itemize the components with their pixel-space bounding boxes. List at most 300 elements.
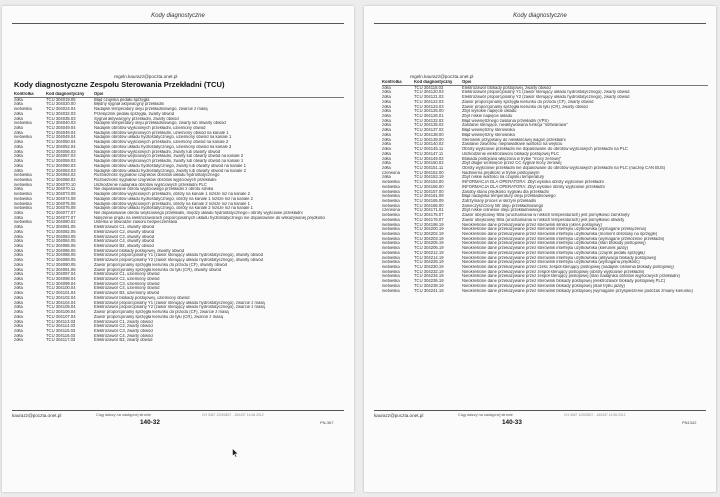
diagnostic-code-cell: TCU 304098.04 — [46, 277, 76, 282]
indicator-color-cell: żółta — [14, 159, 23, 164]
diagnostic-code-cell: TCU 304145.11 — [414, 147, 444, 152]
diagnostic-code-cell: TCU 304085.05 — [46, 244, 76, 248]
diagnostic-code-cell: TCU 304073.08 — [46, 192, 76, 197]
diagnostic-code-cell: TCU 304198.19 — [414, 222, 444, 227]
indicator-color-cell: żółta — [14, 248, 23, 253]
description-cell: Błąd wewnętrzny sterownika — [462, 128, 515, 133]
description-cell: Nieokreślone dane przekazywane przez sterownik interfejsu użytkownika (wymagana prędkość) — [462, 260, 640, 265]
description-cell: Zasoby stanu prędkości sygnału dla przekładni — [462, 189, 549, 194]
diagnostic-code-cell: TCU 304084.05 — [46, 239, 76, 244]
footer-continuation-note: Ciąg dalszy na następnej stronie — [96, 413, 151, 417]
description-cell: Nadajnik obrotów układu hydrostatycznego, zwarty lub otwarty obwód na kanale 2 — [94, 168, 246, 173]
indicator-color-cell: niebieska — [14, 201, 32, 206]
indicator-color-cell: żółta — [382, 142, 391, 147]
indicator-color-cell: niebieska — [14, 196, 32, 201]
diagnostic-code-cell: TCU 304122.03 — [414, 99, 444, 104]
indicator-color-cell: żółta — [14, 324, 23, 329]
description-cell: Nadajnik obrotów wyjściowych przekładni, zwarty lub otwarty obwód — [94, 149, 221, 154]
description-cell: Nieokreślone dane przekazywane przez sterownik blokady postojowej (elektrozawór blokady postojowej PLC) — [462, 279, 666, 284]
diagnostic-code-cell: TCU 304080.02 — [46, 220, 76, 225]
diagnostic-code-cell: TCU 304090.05 — [46, 262, 76, 267]
description-cell: Nieokreślone dane przekazywane przez czesc zespół sterujący postojowej (nadajnik ciśnienia blokady postojowej) — [462, 265, 674, 270]
diagnostic-code-cell: TCU 304070.10 — [46, 182, 76, 187]
diagnostic-code-cell: TCU 304138.00 — [414, 132, 444, 137]
description-cell: Nadajnik obrotów układu hydrostatycznego, uziemiony obwód na kanale 1 — [94, 135, 232, 140]
diagnostic-code-cell: TCU 304176.07 — [414, 217, 444, 222]
indicator-color-cell: żółta — [14, 314, 23, 319]
diagnostic-code-cell: TCU 304089.05 — [46, 258, 76, 263]
diagnostic-code-cell: TCU 304104.04 — [46, 300, 76, 305]
indicator-color-cell: niebieska — [14, 182, 32, 187]
description-cell: Uszkodzenie elektrozaworu blokady postojowej PLC — [462, 151, 560, 156]
description-cell: Nadajnik obrotów wyjściowych przekładni, obroty na kanale 2 niższe niż na kanale 1 — [94, 201, 250, 206]
diagnostic-code-cell: TCU 304057.03 — [46, 154, 76, 159]
indicator-color-cell: żółta — [14, 111, 23, 116]
diagnostic-code-cell: TCU 304075.08 — [46, 201, 76, 206]
description-cell: Nadajnik obrotów wejściowych przekładni, uziemiony obwód na kanale 1 — [94, 130, 229, 135]
diagnostic-code-cell: TCU 304114.03 — [46, 324, 76, 329]
description-cell: Zatrzymany proces w skrzyni przekładni — [462, 198, 537, 203]
description-cell: Sterownik przypisany do niewłaściwej wagon przekładni — [462, 137, 566, 142]
description-cell: Elektrozawór B3, zwarty obwód — [94, 338, 153, 343]
description-cell: Zawór proporcjonalny sprzęgła kierunku do tyłu (CR), otwarty obwód — [94, 267, 222, 272]
indicator-color-cell: żółta — [382, 90, 391, 95]
diagnostic-code-cell: TCU 304077.07 — [46, 215, 76, 220]
header-rule — [12, 23, 344, 24]
description-cell: Nieokreślone dane przekazywane przez sterownik blokady postojowej (wymagane przyspieszenie podczas zmiany kierunku) — [462, 288, 693, 293]
indicator-color-cell: żółta — [14, 239, 23, 244]
description-cell: Zawór proporcjonalny sprzęgła kierunku do przodu (CF), zwarcie z masą — [94, 310, 229, 315]
diagnostic-code-cell: TCU 304139.00 — [414, 137, 444, 142]
diagnostic-code-cell: TCU 304020.00 — [46, 102, 76, 107]
diagnostic-code-cell: TCU 304156.00 — [414, 184, 444, 189]
indicator-color-cell: żółta — [14, 333, 23, 338]
description-cell: Elektrozawór C2, uziemiony obwód — [94, 277, 160, 282]
indicator-color-cell: niebieska — [382, 222, 400, 227]
description-cell: Elektrozawór B3, uziemiony obwód — [94, 291, 160, 296]
indicator-color-cell: niebieska — [382, 283, 400, 288]
diagnostic-code-cell: TCU 304076.08 — [46, 206, 76, 211]
indicator-color-cell: niebieska — [382, 184, 400, 189]
description-cell: Zbyt wysokie napięcie układu — [462, 109, 517, 114]
diagnostic-code-cell: TCU 304202.19 — [414, 232, 444, 236]
page-number: 140-32 — [140, 419, 160, 426]
description-cell: Usterka w obwodzie zaworu bezpieczeństwa — [94, 220, 178, 225]
diagnostic-code-cell: TCU 304125.00 — [414, 109, 444, 114]
indicator-color-cell: żółta — [14, 310, 23, 315]
description-cell: Obroty wyjściowe przekładni nie dopasowane do obrotów wyjściowych przekładni na PLC — [462, 147, 628, 152]
indicator-color-cell: żółta — [14, 97, 23, 102]
footer-rule — [374, 410, 706, 411]
diagnostic-code-cell: TCU 304074.08 — [46, 196, 76, 201]
indicator-color-cell: żółta — [14, 328, 23, 333]
diagnostic-code-cell: TCU 304049.04 — [46, 130, 76, 135]
description-cell: Nadajnik obrotów układu hydrostatycznego, uziemiony obwód na kanale 2 — [94, 144, 232, 149]
indicator-color-cell: żółta — [382, 104, 391, 109]
indicator-color-cell: żółta — [14, 338, 23, 343]
indicator-color-cell: żółta — [14, 286, 23, 291]
diagnostic-code-cell: TCU 304135.02 — [414, 123, 444, 128]
indicator-color-cell: żółta — [382, 95, 391, 100]
description-cell: Nadajnik obrotów wejściowych przekładni, zwarty lub otwarty obwód na kanale 2 — [94, 154, 244, 159]
diagnostic-code-cell: TCU 304064.02 — [46, 173, 76, 178]
column-header-description: Opis — [462, 80, 708, 85]
header-rule — [374, 23, 706, 24]
page-header: Kody diagnostyczne — [513, 13, 567, 19]
indicator-color-cell: żółta — [382, 151, 391, 156]
diagnostic-code-cell: TCU 304212.19 — [414, 250, 444, 255]
page-email: regeln.kaurazz@poczta.onet.pl — [410, 74, 474, 79]
indicator-color-cell: niebieska — [382, 227, 400, 232]
indicator-color-cell: niebieska — [382, 180, 400, 185]
diagnostic-code-cell: TCU 304147.11 — [414, 151, 444, 156]
diagnostic-code-cell: TCU 304060.03 — [46, 163, 76, 168]
description-cell: Uszkodzenie nadajnika obrotów wyjściowych przekładni PLC — [94, 182, 207, 187]
description-cell: Błąd wewnętrzny sterownika — [462, 132, 515, 137]
footer-code: PN-367 — [320, 420, 334, 425]
diagnostic-code-cell: TCU 304113.03 — [46, 319, 76, 324]
diagnostic-code-cell: TCU 304123.03 — [414, 104, 444, 109]
column-header-description: Opis — [94, 92, 344, 97]
diagnostic-code-cell: TCU 304049.04 — [46, 135, 76, 140]
table-row — [14, 338, 344, 343]
indicator-color-cell: żółta — [14, 187, 23, 192]
diagnostic-code-cell: TCU 304088.05 — [46, 253, 76, 258]
diagnostic-code-cell: TCU 304118.03 — [414, 85, 444, 90]
diagnostic-code-cell: TCU 304149.02 — [414, 156, 444, 161]
description-cell: Błąd nadajnika temperatury oleju przekładniowego — [462, 194, 556, 199]
description-cell: Elektrozawór C1, otwarty obwód — [94, 225, 155, 230]
description-cell: Nieokreślone dane przekazywane przez zespół sterujący postojowej (stan nadajnika obrotów wyjściowych przekładni) — [462, 274, 680, 279]
diagnostic-code-cell: TCU 304241.19 — [414, 288, 444, 293]
indicator-color-cell: żółta — [382, 175, 391, 180]
indicator-color-cell: żółta — [14, 163, 23, 168]
description-cell: Elektrozawór blokady postojowej, otwarty obwód — [94, 248, 185, 253]
diagnostic-code-cell: TCU 304120.03 — [414, 90, 444, 95]
diagnostic-code-cell: TCU 304102.04 — [46, 295, 76, 300]
indicator-color-cell: żółta — [382, 118, 391, 123]
diagnostic-code-cell: TCU 304019.05 — [46, 97, 76, 102]
diagnostic-code-cell: TCU 304153.19 — [414, 175, 444, 180]
diagnostic-code-cell: TCU 304121.03 — [414, 95, 444, 100]
diagnostic-code-cell: TCU 304070.11 — [46, 187, 76, 192]
diagnostic-code-cell: TCU 304205.19 — [414, 241, 444, 246]
description-cell: Nieokreślone dane przekazywane przez sterownik interfejsu użytkownika (wymagane przełożenie przekładni) — [462, 236, 665, 241]
description-cell: Rozbieżność sygnałów czujników obrotów układu hydrostatycznego — [94, 173, 220, 178]
description-cell: Nieokreślone dane przekazywane przez sterownik interfejsu użytkownika (kierunek jazdy) — [462, 246, 628, 251]
description-cell: Elektrozawór proporcjonalny Y2 (zawór sterujący układu hydrostatycznego), zwarcie z masą — [94, 305, 265, 310]
indicator-color-cell: żółta — [14, 154, 23, 159]
description-cell: Nadajnik obrotów wyjściowych przekładni, obroty na kanale 1 niższe niż na kanale 2 — [94, 192, 250, 197]
diagnostic-code-cell: TCU 304035.03 — [46, 116, 76, 121]
description-cell: Elektrozawór proporcjonalny Y1 (zawór sterujący układu hydrostatycznego), otwarty obwód — [94, 253, 263, 258]
description-cell: Nieokreślone dane przekazywane przez sterownik interfejsu użytkownika (czujnik pedału sprzęgła) — [462, 250, 645, 255]
description-cell: Natężenie prądu na elektrozaworach proporcjonalnych układu hydrostatycznego nie dopasowane do wskazywanej prędkości — [94, 215, 326, 220]
indicator-color-cell: niebieska — [382, 203, 400, 208]
indicator-color-cell: żółta — [14, 291, 23, 296]
description-cell: Elektrozawór C2, zwarty obwód — [94, 324, 153, 329]
diagnostic-code-cell: TCU 304152.00 — [414, 170, 444, 175]
description-cell: Zawór proporcjonalny sprzęgła kierunku do tyłu (CR), zwarty obwód — [462, 104, 588, 109]
indicator-color-cell: niebieska — [14, 107, 32, 112]
diagnostic-code-cell: TCU 304077.07 — [46, 210, 76, 215]
indicator-color-cell: żółta — [14, 267, 23, 272]
diagnostic-code-cell: TCU 304166.00 — [414, 203, 444, 208]
indicator-color-cell: niebieska — [14, 135, 32, 140]
diagnostic-code-cell: TCU 304236.19 — [414, 279, 444, 284]
description-cell: Zawór obejściowy filtra (uruchamiania w niskich temperaturach) jest pomyłkowo zamknięty — [462, 213, 630, 218]
description-cell: Nieokreślone dane przekazywane przez sterownik silnika (okres postojowy) — [462, 222, 602, 227]
indicator-color-cell: żółta — [14, 130, 23, 135]
diagnostic-code-cell: TCU 304063.03 — [46, 168, 76, 173]
indicator-color-cell: żółta — [14, 244, 23, 248]
diagnostic-code-cell: TCU 304101.04 — [46, 291, 76, 296]
description-cell: Nieokreślone dane przekazywane przez sterownik interfejsu użytkownika (aktywacja blokady postojowej) — [462, 255, 657, 260]
footer-rule — [12, 410, 344, 411]
indicator-color-cell: niebieska — [382, 260, 400, 265]
indicator-color-cell: żółta — [14, 229, 23, 234]
diagnostic-code-cell: TCU 304106.04 — [46, 310, 76, 315]
description-cell: Nieokreślone dane przekazywane przez sterownik blokady postojowej (stan trybu jazdy) — [462, 283, 625, 288]
page-number: 140-33 — [502, 419, 522, 426]
description-cell: INFORMACJA DLA OPERATORA: Zbyt wysoka obroty wyjściowe przekładni — [462, 180, 604, 185]
indicator-color-cell: żółta — [14, 319, 23, 324]
description-cell: Nadajnik obrotów wejściowych przekładni, zwarty lub otwarty obwód na kanale 1 — [94, 159, 244, 164]
description-cell: Nadajnik obrotów wyjściowych przekładni, uziemiony obwód — [94, 126, 206, 131]
indicator-color-cell: niebieska — [382, 236, 400, 241]
description-cell: Elektrozawór C1, uziemiony obwód — [94, 272, 160, 277]
description-cell: Nadajnik obrotów wyjściowych przekładni, uziemiony obwód na kanale 2 — [94, 140, 229, 145]
description-cell: Elektrozawór C3, zwarty obwód — [94, 328, 153, 333]
diagnostic-code-cell: TCU 304086.05 — [46, 248, 76, 253]
indicator-color-cell: żółta — [14, 295, 23, 300]
description-cell: Zbyt długie wciśnięcie przez CC sygnał mocy zerowej — [462, 161, 562, 166]
description-cell: Zanieczyszczony filtr oleju przekładniowego — [462, 203, 544, 208]
footer-email: kaurazz@poczta.onet.pl — [12, 413, 62, 418]
diagnostic-code-cell: TCU 304234.19 — [414, 274, 444, 279]
indicator-color-cell: żółta — [14, 281, 23, 286]
diagnostic-code-cell: TCU 304099.04 — [46, 281, 76, 286]
description-cell: Elektrozawór blokady postojowej, uziemiony obwód — [94, 295, 190, 300]
description-cell: Zawór obejściowy filtra (uruchamiania w niskich temperaturach) jest pomyłkowo otwarty — [462, 217, 625, 222]
indicator-color-cell: niebieska — [382, 213, 400, 218]
diagnostic-code-cell: TCU 304140.02 — [414, 142, 444, 147]
indicator-color-cell: żółta — [382, 85, 391, 90]
indicator-color-cell: żółta — [382, 137, 391, 142]
indicator-color-cell: niebieska — [382, 194, 400, 199]
indicator-color-cell: niebieska — [382, 198, 400, 203]
indicator-color-cell: niebieska — [382, 189, 400, 194]
indicator-color-cell: żółta — [14, 272, 23, 277]
description-cell: Zawór proporcjonalny sprzęgła kierunku do tyłu (CR), zwarcie z masą — [94, 314, 223, 319]
diagnostic-code-cell: TCU 304056.03 — [46, 149, 76, 154]
description-cell: Nieokreślone dane przekazywane przez sterownik interfejsu użytkownika (moment obrotowy na sprzęgle) — [462, 232, 658, 236]
diagnostic-code-cell: TCU 304137.02 — [414, 128, 444, 133]
mouse-cursor-icon — [232, 448, 239, 458]
indicator-color-cell: niebieska — [382, 217, 400, 222]
diagnostic-code-cell: TCU 304032.03 — [46, 111, 76, 116]
diagnostic-code-cell: TCU 304024.04 — [46, 107, 76, 112]
column-header-code: Kod diagnostyczny — [46, 92, 94, 97]
diagnostic-code-cell: TCU 304100.04 — [46, 286, 76, 291]
diagnostic-code-cell: TCU 304238.19 — [414, 283, 444, 288]
description-cell: Nieokreślone dane przekazywane przez sterownik interfejsu użytkownika (wymagane przełączenia) — [462, 227, 647, 232]
indicator-color-cell: niebieska — [382, 241, 400, 246]
diagnostic-code-cell: TCU 304157.00 — [414, 189, 444, 194]
left-document-page — [2, 6, 354, 492]
indicator-color-cell: żółta — [382, 161, 391, 166]
diagnostic-code-cell: TCU 304154.00 — [414, 180, 444, 185]
indicator-color-cell: niebieska — [382, 265, 400, 270]
description-cell: Elektrozawór C3, uziemiony obwód — [94, 281, 160, 286]
description-cell: Błąd czujnika pedału sprzęgła — [94, 97, 150, 102]
diagnostic-code-cell: TCU 304091.05 — [46, 267, 76, 272]
description-cell: Elektrozawór C4, otwarty obwód — [94, 239, 155, 244]
indicator-color-cell: żółta — [14, 116, 23, 121]
description-cell: Nie dopasowanie obrotu wejściowego przekładni, między układu hydrostatycznego i obroty wyjściowe przekładni — [94, 210, 303, 215]
indicator-color-cell: żółta — [14, 149, 23, 154]
indicator-color-cell: żółta — [14, 262, 23, 267]
indicator-color-cell: żółta — [14, 126, 23, 131]
description-cell: Nadajnik obrotów układu hydrostatycznego, obroty na kanale 2 niższe niż na kanale 1 — [94, 206, 253, 211]
diagnostic-code-cell: TCU 304132.02 — [414, 118, 444, 123]
footer-email: kaurazz@poczta.onet.pl — [374, 413, 424, 418]
diagnostic-code-cell: TCU 304230.19 — [414, 265, 444, 270]
diagnostic-code-cell: TCU 304161.09 — [414, 194, 444, 199]
diagnostic-codes-table — [382, 80, 708, 293]
description-cell: Elektrozawór C2, otwarty obwód — [94, 229, 155, 234]
diagnostic-code-cell: TCU 304049.04 — [46, 126, 76, 131]
description-cell: Nadajnik obrotów układu hydrostatycznego, zwarty lub otwarty obwód na kanale 1 — [94, 163, 246, 168]
description-cell: Elektrozawór proporcjonalny Y2 (zawór sterujący układu hydrostatycznego), zwarty obwód — [462, 95, 630, 100]
diagnostic-code-cell: TCU 304151.11 — [414, 165, 444, 170]
page-title: Kody diagnostyczne Zespołu Sterowania Przekładni (TCU) — [14, 80, 225, 89]
table-row — [382, 289, 708, 294]
description-cell: Nie dopasowanie obrotu wyjściowego przekładni z obrotu silnika — [94, 187, 214, 192]
diagnostic-codes-table — [14, 92, 344, 343]
indicator-color-cell: żółta — [14, 234, 23, 239]
description-cell: Elektrozawór C3, otwarty obwód — [94, 234, 155, 239]
indicator-color-cell: niebieska — [14, 206, 32, 211]
indicator-color-cell: niebieska — [382, 288, 400, 293]
indicator-color-cell: żółta — [14, 258, 23, 263]
indicator-color-cell: niebieska — [14, 173, 32, 178]
diagnostic-code-cell: TCU 304206.19 — [414, 246, 444, 251]
column-header-code: Kod diagnostyczny — [414, 80, 462, 85]
indicator-color-cell: niebieska — [14, 121, 32, 126]
diagnostic-code-cell: TCU 304082.05 — [46, 229, 76, 234]
diagnostic-code-cell: TCU 304059.03 — [46, 159, 76, 164]
footer-code: PN1342 — [682, 420, 697, 425]
indicator-color-cell: żółta — [382, 147, 391, 152]
indicator-color-cell: żółta — [14, 253, 23, 258]
description-cell: Zasilanie sterujące, nieaktywowana funkcja "softwarowa" — [462, 123, 568, 128]
description-cell: Obroty wyjściowe przekładni nie dopasowane do obrotów wyjściowych przekładni na PLC (naczep CAN BUS) — [462, 165, 666, 170]
diagnostic-code-cell: TCU 304126.01 — [414, 114, 444, 119]
description-cell: Zawór proporcjonalny sprzęgła kierunku do przodu (CF), zwarty obwód — [462, 99, 594, 104]
diagnostic-code-cell: TCU 304200.19 — [414, 227, 444, 232]
description-cell: Elektrozawór C4, zwarty obwód — [94, 333, 153, 338]
indicator-color-cell: czerwona — [382, 208, 400, 213]
indicator-color-cell: niebieska — [382, 232, 400, 236]
diagnostic-code-cell: TCU 304203.19 — [414, 236, 444, 241]
indicator-color-cell: żółta — [382, 114, 391, 119]
indicator-color-cell: żółta — [14, 102, 23, 107]
indicator-color-cell: żółta — [382, 99, 391, 104]
description-cell: Sygnał aktywacyjny przekładni, zwarty obwód — [94, 116, 179, 121]
indicator-color-cell: żółta — [14, 215, 23, 220]
footer-continuation-note: Ciąg dalszy na następnej stronie — [458, 413, 513, 417]
description-cell: Rozbieżność sygnałów czujników obrotów wyjściowych przekładni — [94, 177, 217, 182]
description-cell: Zbyt niskie napięcie układu — [462, 114, 513, 119]
indicator-color-cell: niebieska — [382, 269, 400, 274]
description-cell: INFORMACJA DLA OPERATORA: Zbyt wysokie obroty wyjściowe przekładni — [462, 184, 605, 189]
description-cell: Przełącznik pedału sprzęgła, zwarty obwód — [94, 111, 175, 116]
description-cell: Elektrozawór C1, zwarty obwód — [94, 319, 153, 324]
indicator-color-cell: żółta — [382, 123, 391, 128]
diagnostic-code-cell: TCU 304116.03 — [46, 333, 76, 338]
description-cell: Zasilanie zaworów, nieprawidłowe wartości na wejściu — [462, 142, 563, 147]
diagnostic-code-cell: TCU 304214.19 — [414, 255, 444, 260]
description-cell: Zawór proporcjonalny sprzęgła kierunku do przodu (CF), otwarty obwód — [94, 262, 227, 267]
indicator-color-cell: żółta — [382, 128, 391, 133]
description-cell: Nadajnik temperatury oleju przekładniowego, zwarty lub otwarty obwód — [94, 121, 226, 126]
description-cell: Elektrozawór proporcjonalny Y1 (zawór sterujący układu hydrostatycznego), zwarty obwód — [462, 90, 630, 95]
indicator-color-cell: niebieska — [14, 220, 32, 225]
diagnostic-code-cell: TCU 304117.03 — [46, 338, 76, 343]
description-cell: Nadmierna prędkość w trybie postojowym — [462, 170, 540, 175]
indicator-color-cell: niebieska — [382, 279, 400, 284]
indicator-color-cell: niebieska — [382, 250, 400, 255]
indicator-color-cell: niebieska — [382, 274, 400, 279]
diagnostic-code-cell: TCU 304040.03 — [46, 121, 76, 126]
diagnostic-code-cell: TCU 304052.04 — [46, 144, 76, 149]
description-cell: Zbyt niskie ciśnienie oleju przekładniowego — [462, 208, 543, 213]
description-cell: Elektrozawór B3, otwarty obwód — [94, 244, 154, 248]
diagnostic-code-cell: TCU 304171.01 — [414, 208, 444, 213]
indicator-color-cell: żółta — [14, 168, 23, 173]
indicator-color-cell: żółta — [14, 210, 23, 215]
indicator-color-cell: żółta — [382, 132, 391, 137]
diagnostic-code-cell: TCU 304083.05 — [46, 234, 76, 239]
diagnostic-code-cell: TCU 304150.02 — [414, 161, 444, 166]
indicator-color-cell: żółta — [14, 277, 23, 282]
footer-doc-meta: CH 3467 12000827 - 160437 14.06.2012 — [202, 413, 264, 417]
description-cell: Elektrozawór C4, uziemiony obwód — [94, 286, 160, 291]
indicator-color-cell: żółta — [14, 225, 23, 230]
footer-doc-meta: CH 3467 12000827 - 160437 14.06.2012 — [564, 413, 626, 417]
column-header-indicator: Kontrolka — [382, 80, 414, 85]
description-cell: Elektrozawór blokady postojowej, zwarty obwód — [462, 85, 551, 90]
diagnostic-code-cell: TCU 304115.03 — [46, 328, 76, 333]
description-cell: Nieokreślone dane przekazywane przez zespół sterujący postojowej (obroty wyjściowe przekładni) — [462, 269, 645, 274]
right-document-page — [364, 6, 716, 492]
diagnostic-code-cell: TCU 304105.04 — [46, 305, 76, 310]
indicator-color-cell: żółta — [382, 109, 391, 114]
diagnostic-code-cell: TCU 304050.04 — [46, 140, 76, 145]
indicator-color-cell: żółta — [382, 156, 391, 161]
indicator-color-cell: żółta — [382, 165, 391, 170]
indicator-color-cell: żółta — [14, 305, 23, 310]
description-cell: Błędny sygnał aktywacyjny przekładni — [94, 102, 165, 107]
indicator-color-cell: żółta — [14, 144, 23, 149]
description-cell: Błąd wewnętrznego zasilania przekładni (VPS) — [462, 118, 549, 123]
diagnostic-code-cell: TCU 304097.04 — [46, 272, 76, 277]
diagnostic-code-cell: TCU 304226.19 — [414, 260, 444, 265]
indicator-color-cell: czerwona — [382, 170, 400, 175]
diagnostic-code-cell: TCU 304066.02 — [46, 177, 76, 182]
description-cell: Elektrozawór proporcjonalny Y2 (zawór sterujący układu hydrostatycznego), otwarty obwód — [94, 258, 263, 263]
